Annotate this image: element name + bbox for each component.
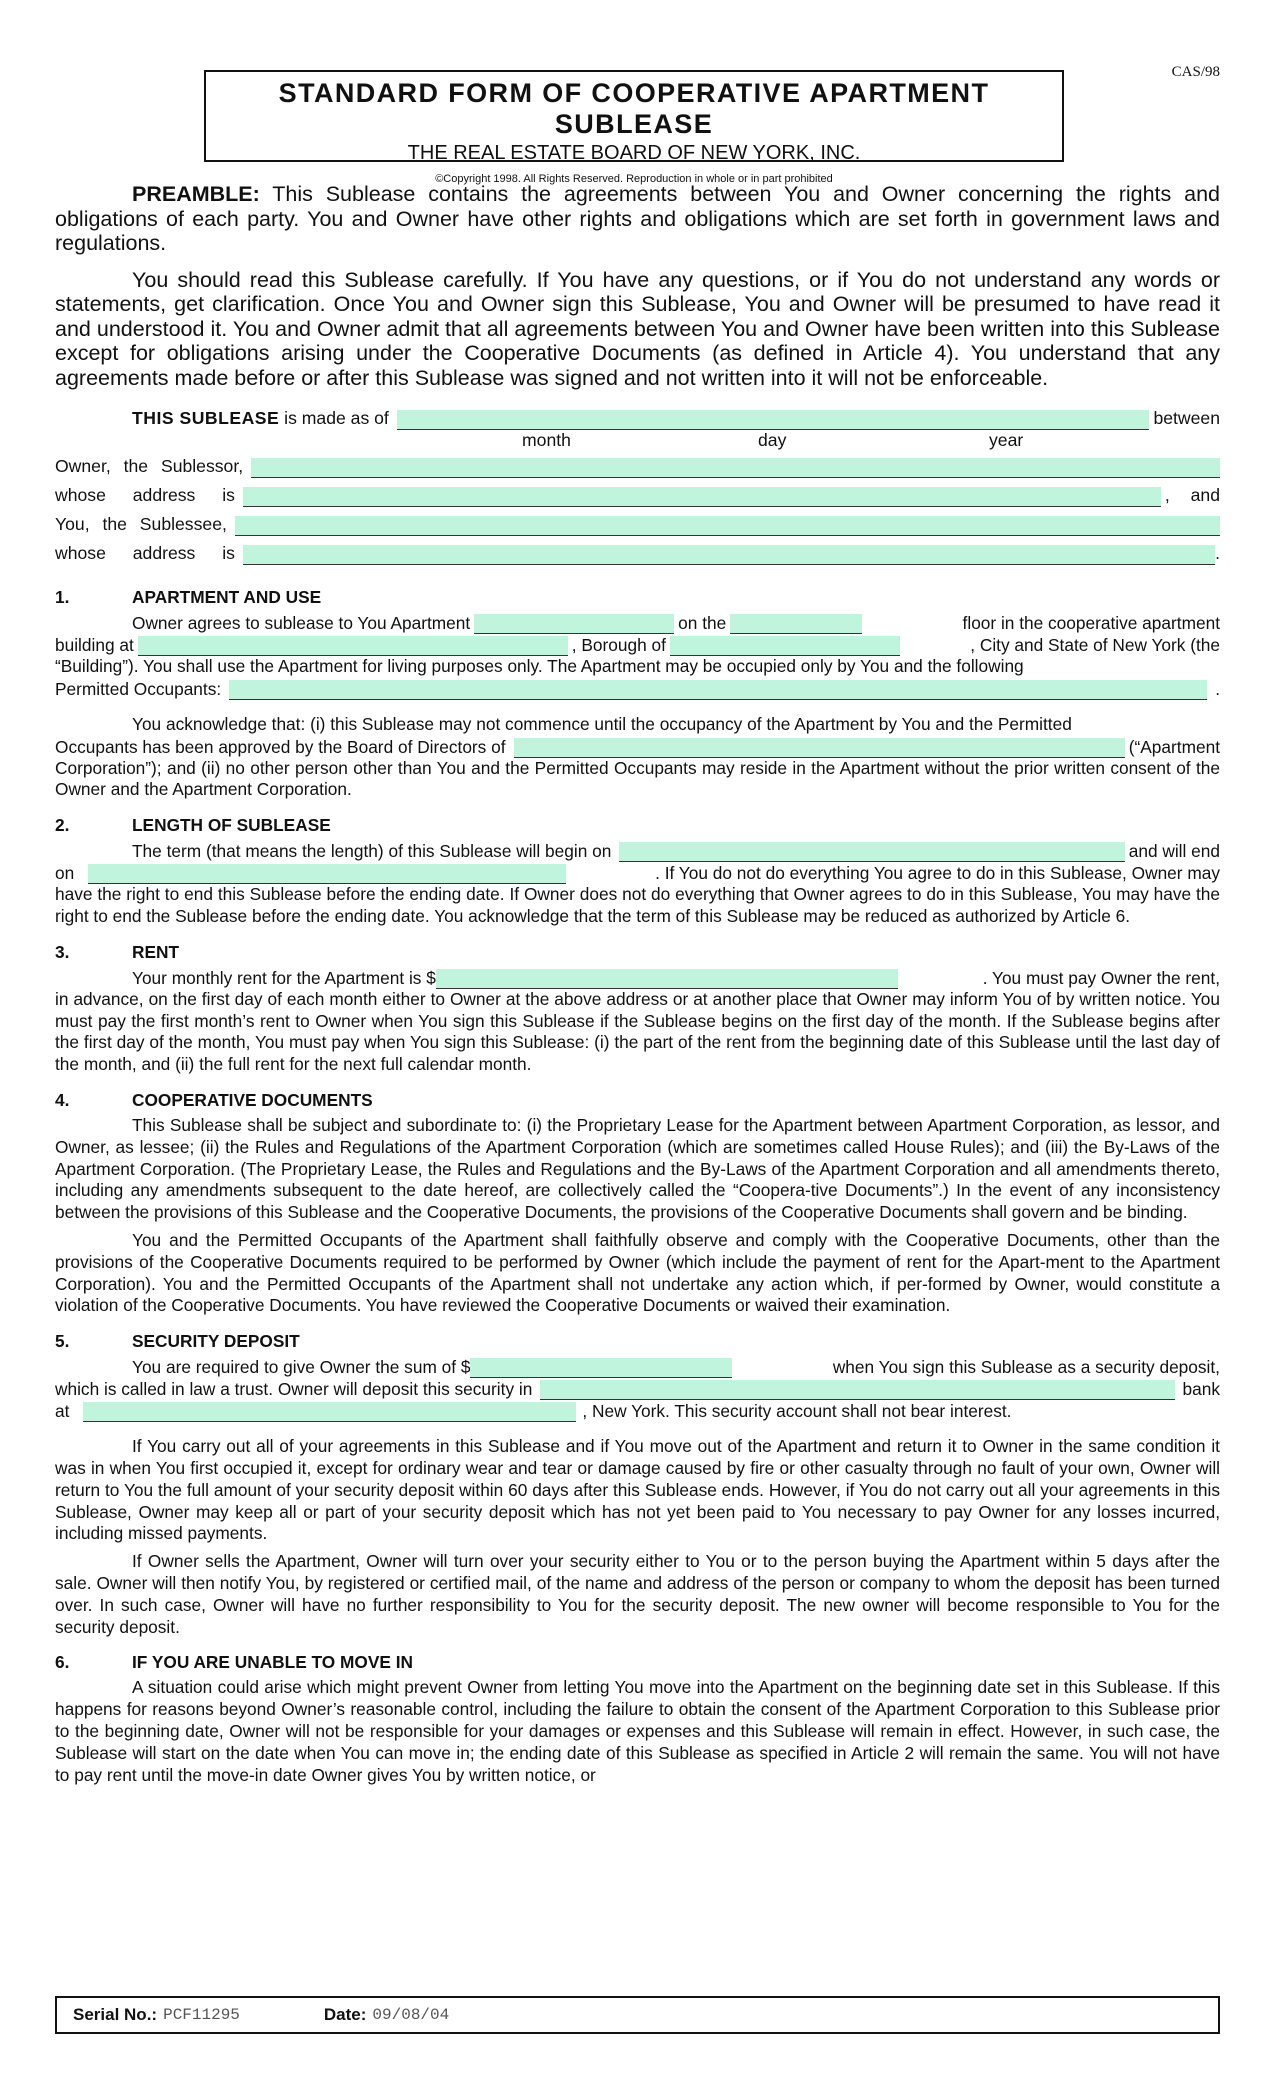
s5-line2: which is called in law a trust. Owner will deposit this security in bank <box>55 1379 1220 1400</box>
sublease-date-line: THIS SUBLEASE is made as of between <box>132 408 1220 428</box>
owner-address-line: whose address is , and <box>55 485 1220 505</box>
board-name: THE REAL ESTATE BOARD OF NEW YORK, INC. <box>407 142 861 164</box>
copyright-notice: ©Copyright 1998. All Rights Reserved. Reproduction in whole or in part prohibited <box>435 173 833 185</box>
owner-line: Owner, the Sublessor, <box>55 454 1220 478</box>
s5-line3: at , New York. This security account shall not bear interest. <box>55 1401 1012 1422</box>
s4-paragraph-1: This Sublease shall be subject and subordinate to: (i) the Proprietary Lease for the Apartment between Apartment Corporation, as lessor, and Owner, as lessee; (ii) the Rules and Regulations of the Apartment Corporation (which are sometimes called House Rules); and (iii) the By-Laws of the Apartment Corporation. (The Proprietary Lease, the Rules and Regulations and the By-Laws of the Apartment Corporation and all amendments thereto, including any amendments subsequent to the date hereof, are collectively called the “Coopera-tive Documents”.) In the event of any inconsistency between the provisions of this Sublease and the Cooperative Documents, the provisions of the Cooperative Documents shall govern and be binding. <box>55 1114 1220 1223</box>
s3-text: in advance, on the first day of each month either to Owner at the above address or at another place that Owner may inform You of by written notice. You must pay the first month’s rent to Owner when You sign this Sublease if the Sublease begins on the first day of the month. If the Sublease begins after the first day of the month, You must pay when You sign this Sublease: (i) the part of the rent from the beginning date of this Sublease until the last day of the month, and (ii) the full rent for the next full calendar month. <box>55 988 1220 1075</box>
s2-line1: The term (that means the length) of this Sublease will begin on and will end <box>132 841 1220 862</box>
s1-text: “Building”). You shall use the Apartment for living purposes only. The Apartment may be occupied only by You and the following <box>55 656 1024 676</box>
s4-paragraph-2: You and the Permitted Occupants of the Apartment shall faithfully observe and comply with the Cooperative Documents, other than the provisions of the Cooperative Documents required to be performed by Owner (which include the payment of rent for the Apart-ment to the Apartment Corporation). You and the Permitted Occupants of the Apartment shall not undertake any action which, if per-formed by Owner, would constitute a violation of the Cooperative Documents. You have reviewed the Cooperative Documents or waived their examination. <box>55 1229 1220 1316</box>
date-value: 09/08/04 <box>372 2006 450 2024</box>
sublease-date-field[interactable] <box>397 410 1150 430</box>
preamble-paragraph-2: You should read this Sublease carefully. If You have any questions, or if You do not understand any words or statements, get clarification. Once You and Owner sign this Sublease, You and Owner will be presumed to have read it and understood it. You and Owner admit that all agreements between You and Owner have been written into this Sublease except for obligations arising under the Cooperative Documents (as defined in Article 4). You understand that any agreements made before or after this Sublease was signed and not written into it will not be enforceable. <box>55 267 1220 390</box>
s3-line1: Your monthly rent for the Apartment is $ . You must pay Owner the rent, <box>132 967 1220 988</box>
date-captions: month day year <box>522 430 1024 450</box>
serial-value: PCF11295 <box>163 2006 240 2024</box>
section-6-heading: 6. IF YOU ARE UNABLE TO MOVE IN <box>55 1652 414 1673</box>
owner-address-field[interactable] <box>243 487 1161 507</box>
bank-name-field[interactable] <box>540 1380 1174 1400</box>
sublessee-address-field[interactable] <box>243 545 1215 565</box>
s2-text: have the right to end this Sublease before the ending date. If Owner does not do everything that Owner agrees to do in this Sublease, You may have the right to end the Sublease before the ending date. You acknowledge that the term of this Sublease may be reduced as authorized by Article 6. <box>55 884 1220 926</box>
s5-paragraph-3: If Owner sells the Apartment, Owner will turn over your security either to You or to the person buying the Apartment within 5 days after the sale. Owner will then notify You, by registered or certified mail, of the name and address of the person or company to whom the deposit has been turned over. In such case, Owner will have no further responsibility to You for the security deposit. The new owner will become responsible to You for the security deposit. <box>55 1551 1220 1637</box>
bank-address-field[interactable] <box>83 1402 576 1422</box>
rent-field[interactable] <box>436 969 898 989</box>
deposit-amount-field[interactable] <box>470 1358 732 1378</box>
end-date-field[interactable] <box>88 864 566 884</box>
serial-footer <box>55 1996 1220 2034</box>
s1-ack-line1: You acknowledge that: (i) this Sublease may not commence until the occupancy of the Apartment by You and the Permitted <box>132 713 1072 734</box>
you-line: You, the Sublessee, <box>55 512 1220 536</box>
building-address-field[interactable] <box>138 636 568 656</box>
section-3-heading: 3. RENT <box>55 941 180 962</box>
title-box <box>204 70 1064 185</box>
you-address-line: whose address is . <box>55 543 1220 563</box>
preamble-paragraph: PREAMBLE: This Sublease contains the agreements between You and Owner concerning the rights and obligations of each party. You and Owner have other rights and obligations which are set forth in government laws and regulations. <box>55 182 1220 255</box>
s1-occupants-line: Permitted Occupants: . <box>55 678 1220 699</box>
s5-line1: You are required to give Owner the sum of $ when You sign this Sublease as a security deposit, <box>132 1357 1220 1378</box>
owner-name-field[interactable] <box>251 458 1220 478</box>
date-label: Date: <box>323 2005 367 2024</box>
form-title: STANDARD FORM OF COOPERATIVE APARTMENT SUBLEASE <box>278 78 990 139</box>
begin-date-field[interactable] <box>619 842 1124 862</box>
section-1-heading: 1. APARTMENT AND USE <box>55 587 322 607</box>
s1-ack-line2: Occupants has been approved by the Board of Directors of (“Apartment <box>55 736 1220 757</box>
s5-paragraph-2: If You carry out all of your agreements in this Sublease and if You move out of the Apartment and return it to Owner in the same condition it was in when You first occupied it, except for ordinary wear and tear or damage caused by fire or other casualty through no fault of your own, Owner will return to You the full amount of your security deposit within 60 days after this Sublease ends. However, if You do not carry out all your agreements in this Sublease, Owner may keep all or part of your security deposit which has not yet been paid to You necessary to pay Owner for any losses incurred, including missed payments. <box>55 1436 1220 1544</box>
board-field[interactable] <box>514 738 1125 758</box>
form-code: CAS/98 <box>1171 64 1220 80</box>
s1-ack-text: Corporation”); and (ii) no other person other than You and the Permitted Occupants may reside in the Apartment without the prior written consent of the Owner and the Apartment Corporation. <box>55 757 1220 800</box>
sublessee-name-field[interactable] <box>235 516 1220 536</box>
section-2-heading: 2. LENGTH OF SUBLEASE <box>55 815 331 836</box>
s1-line2: building at , Borough of , City and State of New York (the <box>55 635 1220 655</box>
section-4-heading: 4. COOPERATIVE DOCUMENTS <box>55 1089 373 1110</box>
borough-field[interactable] <box>670 636 900 656</box>
serial-label: Serial No.: <box>73 2005 158 2024</box>
document-body <box>55 182 1220 1786</box>
s1-line1: Owner agrees to sublease to You Apartment on the floor in the cooperative apartment <box>132 613 1220 633</box>
apartment-field[interactable] <box>474 614 674 634</box>
section-5-heading: 5. SECURITY DEPOSIT <box>55 1331 300 1352</box>
s2-line2: on . If You do not do everything You agree to do in this Sublease, Owner may <box>55 863 1220 884</box>
floor-field[interactable] <box>730 614 862 634</box>
permitted-occupants-field[interactable] <box>229 680 1207 700</box>
s6-paragraph-1: A situation could arise which might prevent Owner from letting You move into the Apartment on the beginning date set in this Sublease. If this happens for reasons beyond Owner’s reasonable control, including the failure to obtain the consent of the Apartment Corporation to this Sublease prior to the beginning date, Owner will not be responsible for your damages or expenses and this Sublease will remain in effect. However, in such case, the Sublease will start on the date when You can move in; the ending date of this Sublease as specified in Article 2 will remain the same. You will not have to pay rent until the move-in date Owner gives You by written notice, or <box>55 1677 1220 1785</box>
preamble-label: PREAMBLE: <box>132 182 260 206</box>
